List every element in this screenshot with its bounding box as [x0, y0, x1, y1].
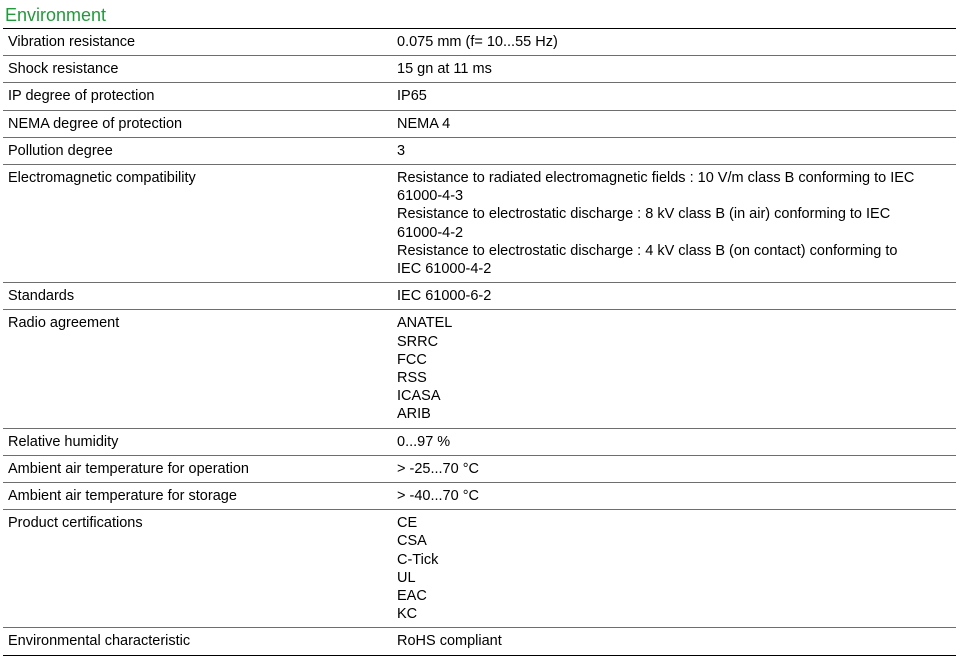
value-line: 61000-4-2: [397, 224, 464, 241]
table-row: [3, 283, 956, 310]
value-line: CSA: [397, 533, 427, 550]
environment-table: [3, 28, 956, 656]
value-line: > -40...70 °C: [397, 488, 479, 505]
row-value: [393, 29, 956, 55]
row-label: Ambient air temperature for storage: [8, 488, 237, 505]
value-line: IEC 61000-6-2: [397, 288, 492, 305]
row-label: Vibration resistance: [8, 34, 136, 50]
row-value: [393, 283, 956, 309]
row-value: [393, 111, 956, 137]
value-line: 61000-4-3: [397, 188, 464, 205]
value-line: 0.075 mm (f= 10...55 Hz): [397, 34, 558, 50]
table-row: [3, 310, 956, 428]
section-title: Environment: [5, 5, 107, 25]
value-line: RSS: [397, 370, 427, 387]
row-label: Standards: [8, 288, 75, 305]
row-label: Environmental characteristic: [8, 633, 191, 650]
value-line: Resistance to radiated electromagnetic fields : 10 V/m class B conforming to IEC: [397, 170, 915, 187]
row-label: Radio agreement: [8, 315, 120, 332]
value-line: RoHS compliant: [397, 633, 502, 650]
value-line: > -25...70 °C: [397, 460, 479, 477]
row-label: Electromagnetic compatibility: [8, 170, 196, 187]
row-value: [393, 510, 956, 627]
table-row: [3, 165, 956, 283]
row-value: [393, 83, 956, 109]
value-line: IEC 61000-4-2: [397, 261, 492, 278]
value-line: Resistance to electrostatic discharge : 8 kV class B (in air) conforming to IEC: [397, 206, 891, 223]
value-line: CE: [397, 515, 418, 532]
value-line: ANATEL: [397, 315, 453, 332]
table-row: [3, 29, 956, 56]
row-value: [393, 483, 956, 509]
row-value: [393, 628, 956, 654]
value-line: 0...97 %: [397, 433, 451, 450]
table-row: [3, 456, 956, 483]
row-value: [393, 165, 956, 282]
value-line: 15 gn at 11 ms: [397, 61, 492, 78]
value-line: C-Tick: [397, 551, 439, 568]
value-line: 3: [397, 142, 406, 159]
value-line: Resistance to electrostatic discharge : 4 kV class B (on contact) conforming to: [397, 242, 898, 259]
value-line: ICASA: [397, 388, 441, 405]
row-label: Ambient air temperature for operation: [8, 460, 249, 477]
row-value: [393, 456, 956, 482]
row-value: [393, 429, 956, 455]
table-row: [3, 111, 956, 138]
value-line: EAC: [397, 588, 427, 605]
table-row: [3, 83, 956, 110]
row-value: [393, 138, 956, 164]
table-row: [3, 510, 956, 628]
value-line: IP65: [397, 88, 427, 105]
table-row: [3, 56, 956, 83]
value-line: KC: [397, 606, 418, 623]
row-value: [393, 56, 956, 82]
table-row: [3, 628, 956, 655]
row-label: NEMA degree of protection: [8, 115, 183, 132]
value-line: UL: [397, 569, 416, 586]
row-label: Shock resistance: [8, 61, 119, 78]
row-label: Pollution degree: [8, 142, 113, 159]
row-label: IP degree of protection: [8, 88, 155, 105]
table-row: [3, 483, 956, 510]
table-row: [3, 138, 956, 165]
value-line: NEMA 4: [397, 115, 451, 132]
table-row: [3, 429, 956, 456]
row-value: [393, 310, 956, 427]
value-line: ARIB: [397, 406, 431, 423]
value-line: FCC: [397, 351, 427, 368]
row-label: Product certifications: [8, 515, 143, 532]
value-line: SRRC: [397, 333, 439, 350]
row-label: Relative humidity: [8, 433, 119, 450]
